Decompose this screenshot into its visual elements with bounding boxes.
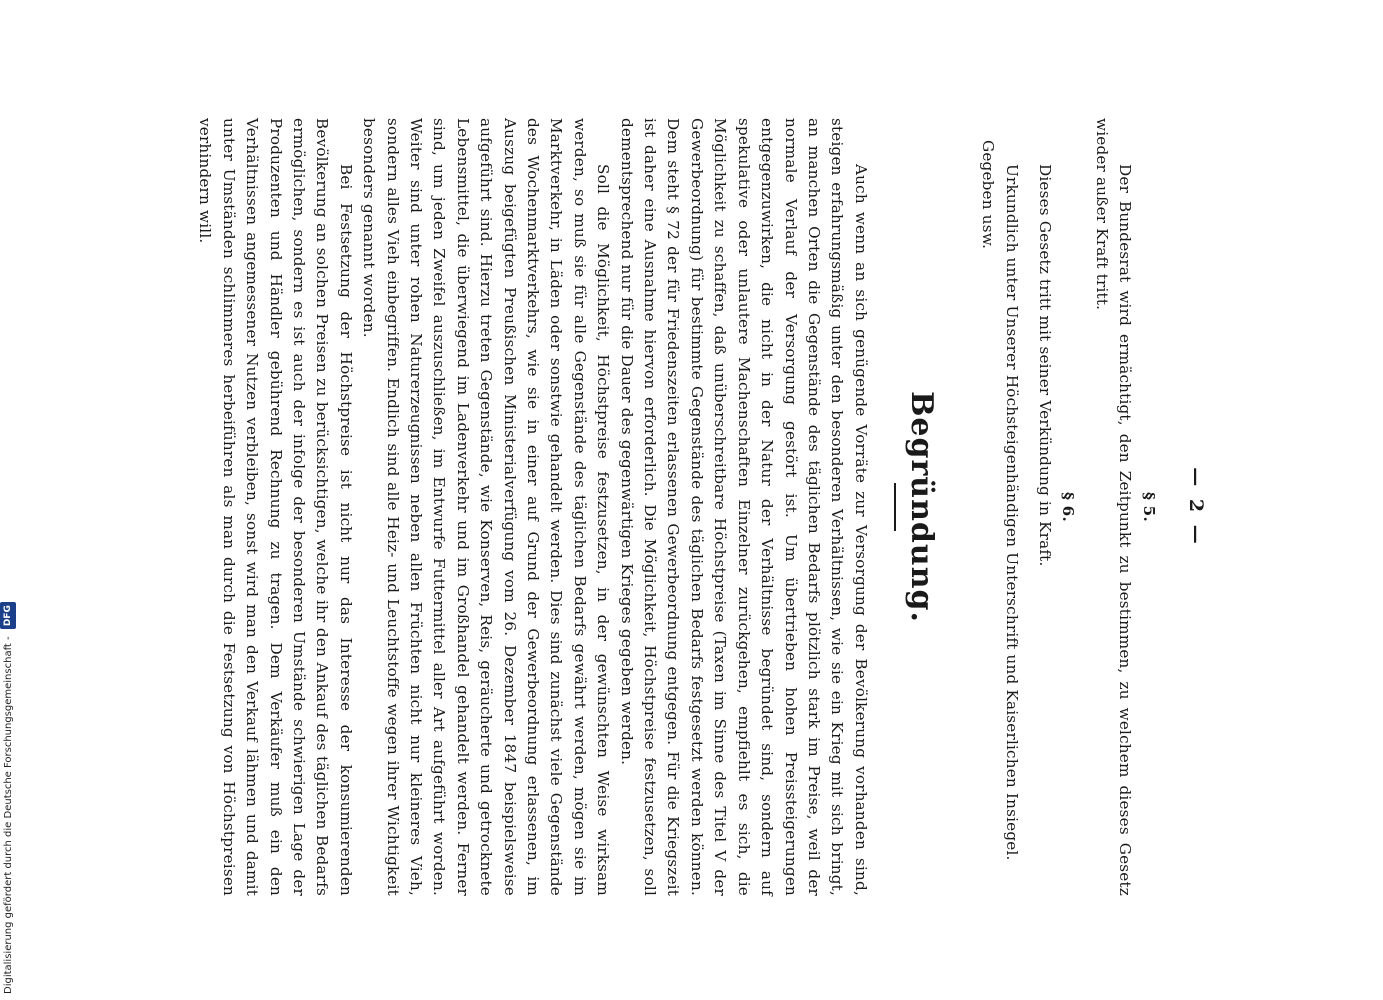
dfg-logo: DFG — [0, 602, 16, 629]
section-5-text: Der Bundesrat wird ermächtigt, den Zeitpunkt zu bestimmen, zu welchem dieses Gesetz wieder außer Kraft tritt. — [1092, 118, 1135, 896]
credit-text: Digitalisierung gefördert durch die Deutsche Forschungsgemeinschaft - — [3, 636, 14, 994]
digitization-credit — [0, 594, 14, 1000]
section-6-heading: § 6. — [1059, 492, 1078, 522]
heading-rule — [894, 483, 896, 531]
begruendung-paragraph-2: Soll die Möglichkeit, Höchstpreise festzusetzen, in der gewünschten Weise wirksam werden, so muß sie für alle Gegenstände des täglichen Bedarfs gewährt werden, mögen sie im Marktverkehr, in Läden oder sonstwie gehandelt werden. Dies sind zunächst viele Gegenstände des Wochenmarktverkehrs, wie sie in einer auf Grund der Gewerbeordnung erlassenen, im Auszug beigefügten Preußischen Ministerialverfügung vom 26. Dezember 1847 beispielsweise aufgeführt sind. Hierzu treten Gegenstände, wie Konserven, Reis, geräucherte und getrocknete Lebensmittel, die überwiegend im Ladenverkehr und im Großhandel gehandelt werden. Ferner sind, um jeden Zweifel auszuschließen, im Entwurfe Futtermittel aller Art aufgeführt worden. Weiter sind unter rohen Naturerzeugnissen neben allen Früchten nicht nur kleineres Vieh, sondern alles Vieh einbegriffen. Endlich sind alle Heiz- und Leuchtstoffe wegen ihrer Wichtigkeit besonders genannt worden. — [360, 118, 613, 896]
section-5-heading: § 5. — [1139, 492, 1158, 522]
begruendung-paragraph-1: Auch wenn an sich genügende Vorräte zur Versorgung der Bevölkerung vorhanden sind, steigen erfahrungsmäßig unter den besonderen Verhältnissen, wie sie ein Krieg mit sich bringt, an manchen Orten die Gegenstände des täglichen Bedarfs plötzlich stark im Preise, weil der normale Verlauf der Versorgung gestört ist. Um übertrieben hohen Preissteigerungen entgegenzuwirken, die nicht in der Natur der Verhältnisse begründet sind, sondern auf spekulative oder unlautere Machenschaften Einzelner zurückgehen, empfiehlt es sich, die Möglichkeit zu schaffen, daß unüberschreitbare Höchstpreise (Taxen im Sinne des Titel V der Gewerbeordnung) für bestimmte Gegenstände des täglichen Bedarfs festgesetzt werden können. Dem steht § 72 der für Friedenszeiten erlassenen Gewerbeordnung entgegen. Für die Kriegszeit ist daher eine Ausnahme hiervon erforderlich. Die Möglichkeit, Höchstpreise festzusetzen, soll dementsprechend nur für die Dauer des gegenwärtigen Krieges gegeben werden. — [617, 118, 870, 896]
begruendung-paragraph-3: Bei Festsetzung der Höchstpreise ist nicht nur das Interesse der konsumierenden Bevölkerung an solchen Preisen zu berücksichtigen, welche ihr den Ankauf des täglichen Bedarfs ermöglichen, sondern es ist auch der infolge der besonderen Umstände schwierigen Lage der Produzenten und Händler gebührend Rechnung zu tragen. Dem Verkäufer muß ein den Verhältnissen angemessener Nutzen verbleiben, sonst wird man den Verkauf lähmen und damit unter Umständen schlimmeres herbeiführen als man durch die Festsetzung von Höchstpreisen verhindern will. — [196, 118, 355, 896]
closing-text: Urkundlich unter Unserer Höchsteigenhändigen Unterschrift und Kaiserlichen Insiegel. — [1002, 164, 1021, 861]
begruendung-heading: Begründung. — [903, 391, 939, 623]
section-5 — [1089, 118, 1159, 896]
given-line: Gegeben usw. — [979, 140, 998, 250]
section-6-text: Dieses Gesetz tritt mit seiner Verkündung in Kraft. — [1035, 164, 1054, 567]
section-6 — [1033, 118, 1080, 896]
page-number: — 2 — — [1185, 467, 1207, 547]
text-block — [193, 118, 1207, 896]
